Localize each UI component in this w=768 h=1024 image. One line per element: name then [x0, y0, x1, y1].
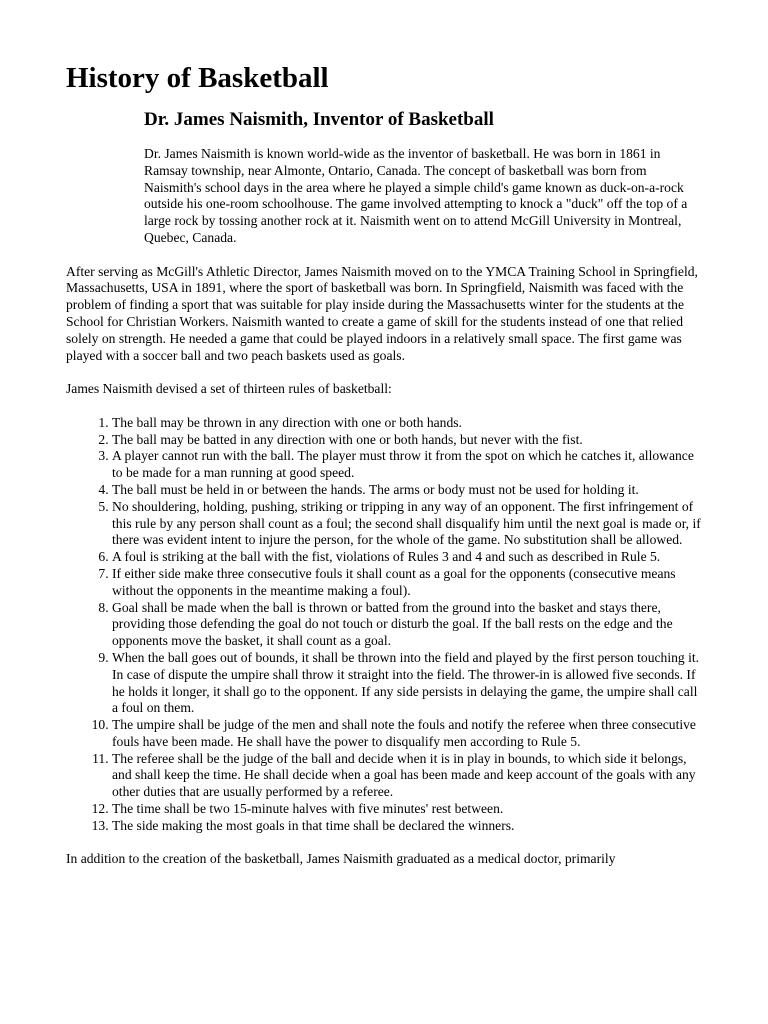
- rule-item: 9. When the ball goes out of bounds, it shall be thrown into the field and played by the first person touching it. In case of dispute the umpire shall throw it straight into the field. The thrower-in is allowed five seconds. If he holds it longer, it shall go to the opponent. If any side persists in delaying the game, the umpire shall call a foul on them.: [112, 650, 706, 717]
- rule-item: 5. No shouldering, holding, pushing, striking or tripping in any way of an opponent. The first infringement of this rule by any person shall count as a foul; the second shall disqualify him until the next goal is made or, if there was evident intent to injure the person, for the whole of the game. No substitution shall be allowed.: [112, 499, 706, 549]
- rule-item: 2. The ball may be batted in any direction with one or both hands, but never with the fist.: [112, 432, 706, 449]
- rule-item: 8. Goal shall be made when the ball is thrown or batted from the ground into the basket and stays there, providing those defending the goal do not touch or disturb the goal. If the ball rests on the edge and the opponents move the basket, it shall count as a goal.: [112, 600, 706, 650]
- rule-item: 7. If either side make three consecutive fouls it shall count as a goal for the opponents (consecutive means without the opponents in the meantime making a foul).: [112, 566, 706, 600]
- rule-item: 11. The referee shall be the judge of the ball and decide when it is in play in bounds, to which side it belongs, and shall keep the time. He shall decide when a goal has been made and keep account of the goals with any other duties that are usually performed by a referee.: [112, 751, 706, 801]
- rule-item: 12. The time shall be two 15-minute halves with five minutes' rest between.: [112, 801, 706, 818]
- rule-item: 13. The side making the most goals in that time shall be declared the winners.: [112, 818, 706, 835]
- rule-item: 3. A player cannot run with the ball. The player must throw it from the spot on which he catches it, allowance to be made for a man running at good speed.: [112, 448, 706, 482]
- paragraph-closing: In addition to the creation of the basketball, James Naismith graduated as a medical doctor, primarily: [66, 851, 616, 867]
- rule-item: 4. The ball must be held in or between the hands. The arms or body must not be used for holding it.: [112, 482, 706, 499]
- indent-spacer: [66, 146, 144, 230]
- paragraph-ymca: After serving as McGill's Athletic Director, James Naismith moved on to the YMCA Training School in Springfield, Massachusetts, USA in 1891, where the sport of basketball was born. In Springfield, Naismith was faced with the problem of finding a sport that was suitable for play inside during the Massachusetts winter for the students at the School for Christian Workers. Naismith wanted to create a game of skill for the students instead of one that relied solely on strength. He needed a game that could be played indoors in a relatively small space. The first game was played with a soccer ball and two peach baskets used as goals.: [66, 263, 698, 363]
- rule-item: 1. The ball may be thrown in any direction with one or both hands.: [112, 415, 706, 432]
- document-page: [66, 60, 706, 885]
- document-body: [66, 146, 706, 868]
- paragraph-intro: Dr. James Naismith is known world-wide as the inventor of basketball. He was born in 1861 in Ramsay township, near Almonte, Ontario, Canada. The concept of basketball was born from Naismith's school days in the area where he played a simple child's game known as duck-on-a-rock outside his one-room schoolhouse. The game involved attempting to knock a "duck" off the top of a large rock by tossing another rock at it. Naismith went on to attend McGill University in Montreal, Quebec, Canada.: [144, 146, 688, 245]
- rule-item: 10. The umpire shall be judge of the men and shall note the fouls and notify the referee when three consecutive fouls have been made. He shall have the power to disqualify men according to Rule 5.: [112, 717, 706, 751]
- rule-item: 6. A foul is striking at the ball with the fist, violations of Rules 3 and 4 and such as described in Rule 5.: [112, 549, 706, 566]
- rules-list: [66, 415, 706, 835]
- page-title: History of Basketball: [66, 62, 329, 94]
- paragraph-rules-intro: James Naismith devised a set of thirteen rules of basketball:: [66, 381, 392, 397]
- page-subtitle: Dr. James Naismith, Inventor of Basketball: [144, 109, 494, 130]
